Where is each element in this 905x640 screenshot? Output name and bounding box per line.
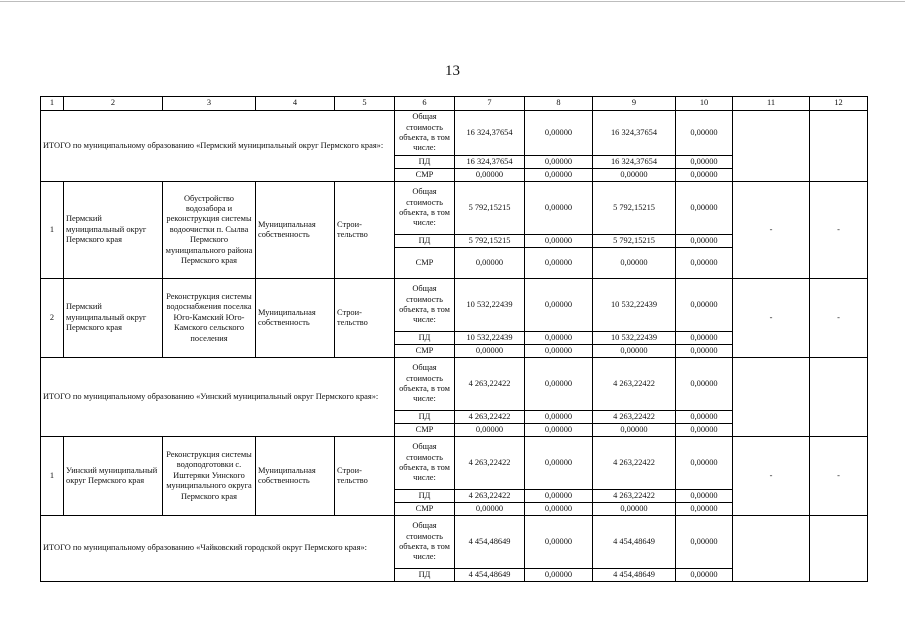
value-cell: 10 532,22439 xyxy=(455,332,525,345)
value-cell: 0,00000 xyxy=(525,490,593,503)
pd-label: ПД xyxy=(395,411,455,424)
smr-label: СМР xyxy=(395,424,455,437)
object-cell: Обустройство водозабора и реконструкция системы водоочистки п. Сылва Пермского муниципального района Пермского края xyxy=(163,182,256,279)
total-cost-label: Общая стоимость объекта, в том числе: xyxy=(395,182,455,235)
value-cell: 0,00000 xyxy=(676,248,733,279)
value-cell: 0,00000 xyxy=(593,248,676,279)
col-header: 8 xyxy=(525,97,593,111)
value-cell: 0,00000 xyxy=(455,169,525,182)
ownership-cell: Муниципальная собственность xyxy=(256,437,335,516)
value-cell: 0,00000 xyxy=(525,332,593,345)
value-cell: 0,00000 xyxy=(676,516,733,569)
table-row xyxy=(41,437,868,490)
investment-table xyxy=(40,96,868,582)
value-cell: 4 263,22422 xyxy=(455,411,525,424)
value-cell: 4 263,22422 xyxy=(455,358,525,411)
value-cell: 0,00000 xyxy=(525,569,593,582)
pd-label: ПД xyxy=(395,332,455,345)
dash-cell: - xyxy=(733,437,810,516)
smr-label: СМР xyxy=(395,345,455,358)
empty-cell xyxy=(733,111,810,182)
value-cell: 0,00000 xyxy=(676,279,733,332)
value-cell: 0,00000 xyxy=(525,279,593,332)
value-cell: 4 454,48649 xyxy=(593,516,676,569)
itogo-label: ИТОГО по муниципальному образованию «Пермский муниципальный округ Пермского края»: xyxy=(41,111,395,182)
scan-edge-line xyxy=(0,1,905,2)
col-header: 12 xyxy=(810,97,868,111)
value-cell: 0,00000 xyxy=(676,569,733,582)
itogo-label: ИТОГО по муниципальному образованию «Чайковский городской округ Пермского края»: xyxy=(41,516,395,582)
pd-label: ПД xyxy=(395,569,455,582)
col-header: 10 xyxy=(676,97,733,111)
value-cell: 0,00000 xyxy=(525,345,593,358)
value-cell: 16 324,37654 xyxy=(593,156,676,169)
value-cell: 0,00000 xyxy=(676,332,733,345)
smr-label: СМР xyxy=(395,248,455,279)
value-cell: 10 532,22439 xyxy=(593,279,676,332)
value-cell: 0,00000 xyxy=(676,345,733,358)
dash-cell: - xyxy=(810,437,868,516)
value-cell: 10 532,22439 xyxy=(593,332,676,345)
value-cell: 4 263,22422 xyxy=(455,437,525,490)
value-cell: 0,00000 xyxy=(525,111,593,156)
territory-cell: Уинский муниципальный округ Пермского края xyxy=(64,437,163,516)
value-cell: 0,00000 xyxy=(676,182,733,235)
value-cell: 4 263,22422 xyxy=(593,490,676,503)
pd-label: ПД xyxy=(395,156,455,169)
col-header: 5 xyxy=(335,97,395,111)
ownership-cell: Муниципальная собственность xyxy=(256,279,335,358)
total-cost-label: Общая стоимость объекта, в том числе: xyxy=(395,437,455,490)
value-cell: 0,00000 xyxy=(525,503,593,516)
value-cell: 0,00000 xyxy=(455,248,525,279)
empty-cell xyxy=(733,516,810,582)
dash-cell: - xyxy=(810,279,868,358)
total-cost-label: Общая стоимость объекта, в том числе: xyxy=(395,111,455,156)
object-cell: Реконструкция системы водоснабжения поселка Юго-Камский Юго-Камского сельского поселения xyxy=(163,279,256,358)
territory-cell: Пермский муниципальный округ Пермского края xyxy=(64,279,163,358)
table-row xyxy=(41,279,868,332)
value-cell: 0,00000 xyxy=(525,424,593,437)
territory-cell: Пермский муниципальный округ Пермского края xyxy=(64,182,163,279)
row-number: 1 xyxy=(41,182,64,279)
activity-cell: Строи- тельство xyxy=(335,279,395,358)
value-cell: 0,00000 xyxy=(525,156,593,169)
total-cost-label: Общая стоимость объекта, в том числе: xyxy=(395,279,455,332)
value-cell: 0,00000 xyxy=(455,345,525,358)
empty-cell xyxy=(810,111,868,182)
value-cell: 0,00000 xyxy=(676,424,733,437)
value-cell: 0,00000 xyxy=(525,248,593,279)
value-cell: 0,00000 xyxy=(676,358,733,411)
value-cell: 0,00000 xyxy=(676,503,733,516)
value-cell: 0,00000 xyxy=(593,503,676,516)
header-row xyxy=(41,97,868,111)
value-cell: 0,00000 xyxy=(525,169,593,182)
empty-cell xyxy=(733,358,810,437)
table-row xyxy=(41,358,868,411)
value-cell: 5 792,15215 xyxy=(455,182,525,235)
value-cell: 0,00000 xyxy=(525,235,593,248)
empty-cell xyxy=(810,516,868,582)
value-cell: 5 792,15215 xyxy=(593,235,676,248)
dash-cell: - xyxy=(810,182,868,279)
row-number: 1 xyxy=(41,437,64,516)
value-cell: 4 454,48649 xyxy=(455,569,525,582)
value-cell: 4 263,22422 xyxy=(593,358,676,411)
value-cell: 4 263,22422 xyxy=(455,490,525,503)
value-cell: 16 324,37654 xyxy=(455,156,525,169)
empty-cell xyxy=(810,358,868,437)
col-header: 11 xyxy=(733,97,810,111)
ownership-cell: Муниципальная собственность xyxy=(256,182,335,279)
object-cell: Реконструкция системы водоподготовки с. Иштеряки Уинского муниципального округа Пермского края xyxy=(163,437,256,516)
value-cell: 0,00000 xyxy=(676,111,733,156)
page-number: 13 xyxy=(445,63,460,79)
activity-cell: Строи- тельство xyxy=(335,182,395,279)
col-header: 2 xyxy=(64,97,163,111)
dash-cell: - xyxy=(733,182,810,279)
row-number: 2 xyxy=(41,279,64,358)
total-cost-label: Общая стоимость объекта, в том числе: xyxy=(395,358,455,411)
itogo-label: ИТОГО по муниципальному образованию «Уинский муниципальный округ Пермского края»: xyxy=(41,358,395,437)
total-cost-label: Общая стоимость объекта, в том числе: xyxy=(395,516,455,569)
smr-label: СМР xyxy=(395,169,455,182)
col-header: 7 xyxy=(455,97,525,111)
pd-label: ПД xyxy=(395,490,455,503)
value-cell: 0,00000 xyxy=(676,156,733,169)
value-cell: 0,00000 xyxy=(525,437,593,490)
dash-cell: - xyxy=(733,279,810,358)
col-header: 9 xyxy=(593,97,676,111)
value-cell: 0,00000 xyxy=(593,345,676,358)
col-header: 3 xyxy=(163,97,256,111)
value-cell: 4 454,48649 xyxy=(455,516,525,569)
value-cell: 0,00000 xyxy=(525,516,593,569)
table-row xyxy=(41,182,868,235)
value-cell: 5 792,15215 xyxy=(455,235,525,248)
value-cell: 16 324,37654 xyxy=(455,111,525,156)
value-cell: 16 324,37654 xyxy=(593,111,676,156)
value-cell: 0,00000 xyxy=(676,437,733,490)
value-cell: 10 532,22439 xyxy=(455,279,525,332)
pd-label: ПД xyxy=(395,235,455,248)
value-cell: 0,00000 xyxy=(593,169,676,182)
value-cell: 5 792,15215 xyxy=(593,182,676,235)
value-cell: 4 263,22422 xyxy=(593,411,676,424)
value-cell: 0,00000 xyxy=(525,411,593,424)
activity-cell: Строи- тельство xyxy=(335,437,395,516)
value-cell: 0,00000 xyxy=(676,235,733,248)
col-header: 1 xyxy=(41,97,64,111)
value-cell: 0,00000 xyxy=(525,358,593,411)
value-cell: 4 454,48649 xyxy=(593,569,676,582)
value-cell: 0,00000 xyxy=(455,424,525,437)
value-cell: 0,00000 xyxy=(676,169,733,182)
table-row xyxy=(41,111,868,156)
smr-label: СМР xyxy=(395,503,455,516)
value-cell: 4 263,22422 xyxy=(593,437,676,490)
value-cell: 0,00000 xyxy=(593,424,676,437)
table-row xyxy=(41,516,868,569)
value-cell: 0,00000 xyxy=(455,503,525,516)
col-header: 6 xyxy=(395,97,455,111)
col-header: 4 xyxy=(256,97,335,111)
value-cell: 0,00000 xyxy=(525,182,593,235)
value-cell: 0,00000 xyxy=(676,411,733,424)
value-cell: 0,00000 xyxy=(676,490,733,503)
